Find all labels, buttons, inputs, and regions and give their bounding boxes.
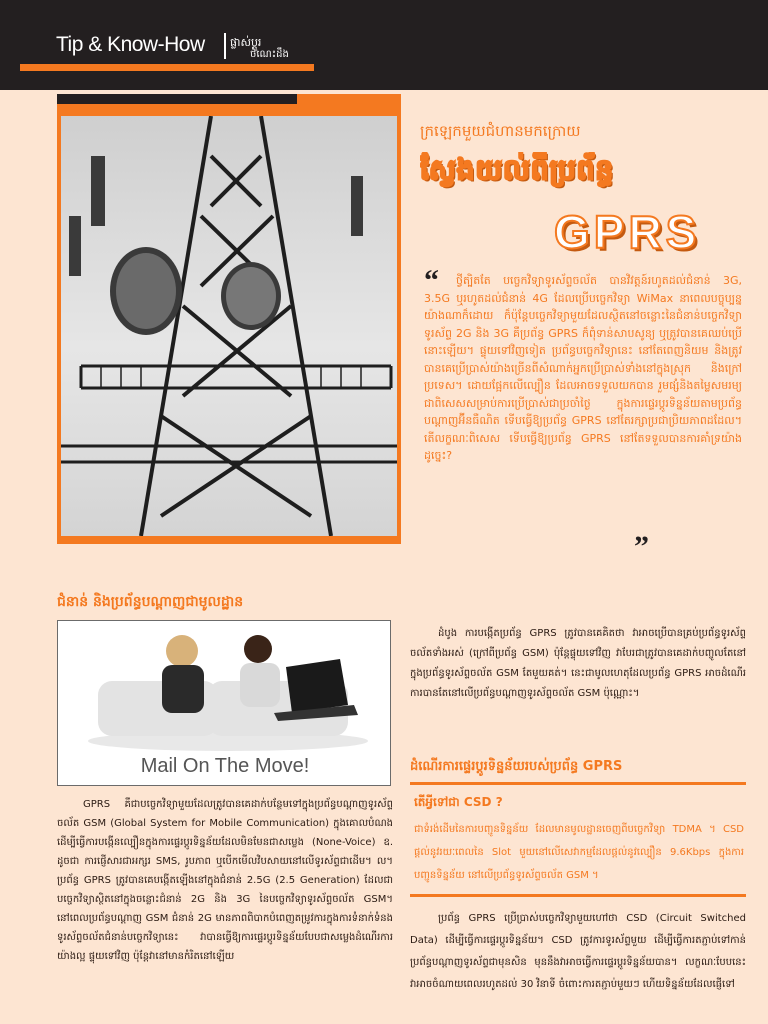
section-subtitle-line1: ផ្លាស់ប្តូរ bbox=[230, 36, 262, 49]
header-accent-bar bbox=[20, 64, 314, 71]
tower-illustration bbox=[61, 116, 397, 536]
article-headline: ស្វែងយល់ពីប្រព័ន្ធ bbox=[420, 153, 615, 186]
body-paragraph-gprs-intro: GPRS គឺជាបច្ចេកវិទ្យាមួយដែលត្រូវបានគេដាក់បន្ថែមទៅក្នុងប្រព័ន្ធបណ្តាញទូរស័ព្ទចល័ត GSM (Global System for Mobile Communication) ក្នុងគោលបំណងដើម្បីធ្វើការបង្កើនល្បឿនក្នុងការផ្ទេរប្តូរទិន្នន័យដែលមិនមែនជាសម្លេង (None-Voice) ឧ. ដូចជា ការផ្ញើសារជាអក្សរ SMS, រូបភាព ឬបើកមើលវិបសាយនៅលើទូរស័ព្ទជាដើម។ ល។ ប្រព័ន្ធ GPRS ត្រូវបានគេបង្កើតឡើងនៅក្នុងជំនាន់ 2.5G (2.5 Generation) ដែលជាបច្ចេកវិទ្យាស្ថិតនៅក្នុងចន្លោះជំនាន់ 2G និង 3G នៃបច្ចេកវិទ្យាទូរស័ព្ទចល័ត GSM។ នៅពេលប្រព័ន្ធបណ្តាញ GSM ជំនាន់ 2G មានភាពពិបាកបំពេញតម្រូវការក្នុងការទំនាក់ទំនងទូរស័ព្ទចល័តជំនាន់បច្ចេកវិទ្យានេះ វាបានធ្វើឱ្យការផ្ទេរប្តូរទិន្នន័យបែបជាសម្លេងដំណើរការយ៉ាងល្អ ផ្ទុយទៅវិញ ប៉ុន្តែវានៅមានកំរិតនៅឡើយ bbox=[57, 799, 393, 962]
intro-paragraph: ថ្វីត្បិតតែ បច្ចេកវិទ្យាទូរស័ព្ទចល័ត បានវិវត្តន៍រហូតដល់ជំនាន់ 3G, 3.5G ឬរហូតដល់ជំនាន់ 4G ដែលប្រើបច្ចេកវិទ្យា WiMax នាពេលបច្ចុប្បន្នយ៉ាងណាក៏ដោយ ក៏ប៉ុន្តែបច្ចេកវិទ្យាមួយដែលស្ថិតនៅចន្លោះនៃជំនាន់បច្ចេកវិទ្យាទូរស័ព្ទ 2G និង 3G គឺប្រព័ន្ធ GPRS ក៏ពុំទាន់សាបសូន្យ ឬត្រូវបានគេឈប់ប្រើនោះឡើយ។ ផ្ទុយទៅវិញទៀត ប្រព័ន្ធបច្ចេកវិទ្យានេះ នៅតែពេញនិយម និងត្រូវបានគេប្រើប្រាស់យ៉ាងច្រើនពីសំណាក់អ្នកប្រើប្រាស់ទាំងនៅក្នុងស្រុក និងក្រៅប្រទេស។ ដោយផ្អែកលើល្បឿន ដែលអាចទទួលយកបាន រួមផ្សំនិងតម្លៃសមរម្យ ជាពិសេសសម្រាប់ការប្រើប្រាស់ជាប្រចាំថ្ងៃ ក្នុងការផ្ទេរប្តូរទិន្នន័យតាមប្រព័ន្ធបណ្តាញអ៊ីនធឺណិត ទើបធ្វើឱ្យប្រព័ន្ធ GPRS នៅតែរក្សាប្រជាប្រិយភាពដដែល។ តើលក្ខណៈពិសេស ទើបធ្វើឱ្យប្រព័ន្ធ GPRS នៅតែទទួលបានការគាំទ្រយ៉ាងដូច្នេះ? bbox=[424, 274, 742, 462]
tower-photo-frame bbox=[57, 94, 401, 544]
article-kicker: ក្រឡេកមួយជំហានមកក្រោយ bbox=[420, 122, 581, 140]
women-laptop-illustration bbox=[58, 621, 391, 751]
article-headline-gprs: GPRS bbox=[554, 206, 701, 258]
section-heading-generations: ជំនាន់ និងប្រព័ន្ធបណ្តាញជាមូលដ្ឋាន bbox=[57, 594, 244, 610]
header-divider bbox=[224, 33, 226, 59]
csd-box-body: ជាទំរង់ដើមនៃការបញ្ជូនទិន្នន័យ ដែលមានមូលដ្ឋានចេញពីបច្ចេកវិទ្យា TDMA ។ CSD ផ្តល់នូវរយៈពេលនៃ Slot មួយនៅលើសេវាកម្មដែលផ្តល់នូវល្បឿន 9.6Kbps ក្នុងការបញ្ជូនទិន្នន័យ នៅលើប្រព័ន្ធទូរស័ព្ទចល័ត GSM ។ bbox=[414, 824, 744, 881]
section-heading-data-transfer: ដំណើរការផ្ទេរប្តូរទិន្នន័យរបស់ប្រព័ន្ធ GPRS bbox=[410, 759, 623, 774]
header-bar bbox=[0, 0, 768, 90]
sidebar-rule-bottom bbox=[410, 894, 746, 897]
mail-photo-caption: Mail On The Move! bbox=[140, 755, 310, 777]
section-subtitle-line2: ចំណេះដឹង bbox=[250, 49, 289, 60]
body-paragraph-gsm-only: ដំបូង ការបង្កើតប្រព័ន្ធ GPRS ត្រូវបានគេគិតថា វាអាចប្រើបានគ្រប់ប្រព័ន្ធទូរស័ព្ទចល័តទាំងអស់ (ក្រៅពីប្រព័ន្ធ GSM) ប៉ុន្តែផ្ទុយទៅវិញ វាបែរជាត្រូវបានគេដាក់បញ្ចូលតែនៅក្នុងប្រព័ន្ធទូរស័ព្ទចល័ត GSM តែមួយគត់។ នេះជាមូលហេតុដែលប្រព័ន្ធ GPRS អាចដំណើរការបានតែនៅលើប្រព័ន្ធបណ្តាញទូរស័ព្ទចល័ត GSM ប៉ុណ្ណោះ។ bbox=[410, 628, 746, 699]
quote-open-mark: “ bbox=[424, 264, 439, 297]
telecom-tower-photo bbox=[61, 116, 397, 536]
body-paragraph-csd: ប្រព័ន្ធ GPRS ប្រើប្រាស់បច្ចេកវិទ្យាមួយហៅថា CSD (Circuit Switched Data) ដើម្បីធ្វើការផ្ទេរប្តូរទិន្នន័យ។ CSD ត្រូវការទូរស័ព្ទមួយ ដើម្បីធ្វើការតភ្ជាប់ទៅកាន់ប្រព័ន្ធបណ្តាញទូរស័ព្ទជាមុនសិន មុននឹងវាអាចធ្វើការផ្ទេរប្តូរទិន្នន័យបាន។ លក្ខណៈបែបនេះ វាអាចចំណាយពេលរហូតដល់ 30 វិនាទី ចំពោះការតភ្ជាប់មួយៗ ហើយទិន្នន័យដែលផ្ញើទៅ bbox=[410, 913, 746, 990]
sidebar-rule-top bbox=[410, 782, 746, 785]
quote-close-mark: ” bbox=[634, 530, 649, 563]
mail-photo bbox=[57, 620, 391, 786]
section-title: Tip & Know-How bbox=[56, 33, 205, 56]
csd-box-title: តើអ្វីទៅជា CSD ? bbox=[414, 795, 503, 809]
photo-black-bar bbox=[57, 94, 297, 104]
